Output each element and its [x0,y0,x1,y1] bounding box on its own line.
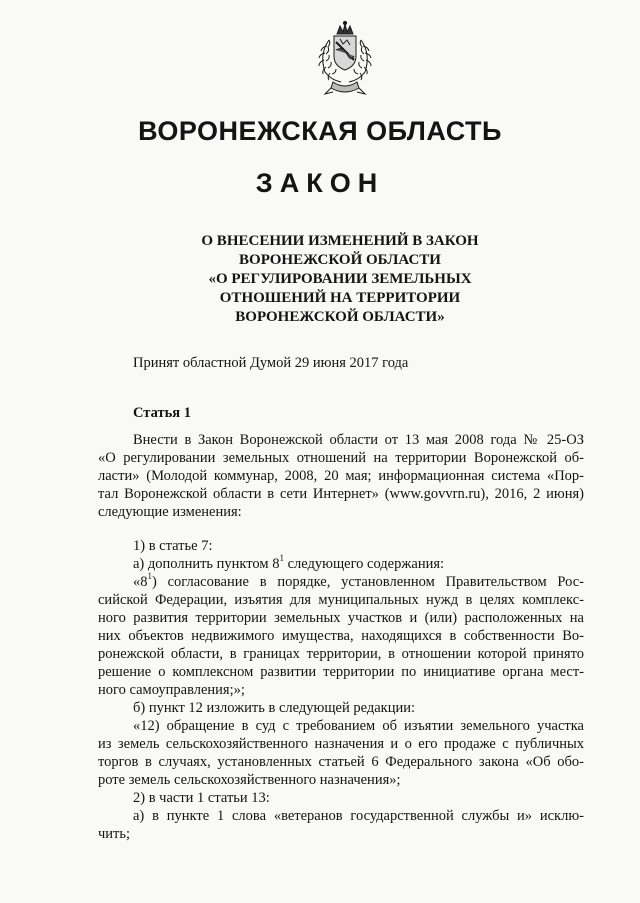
adoption-date: Принят областной Думой 29 июня 2017 года [133,355,409,371]
title-line: ОТНОШЕНИЙ НА ТЕРРИТОРИИ [219,290,461,306]
quote-1-first-line [133,573,584,591]
article-heading: Статья 1 [133,405,191,421]
paragraph-line: а) в пункте 1 слова «ветеранов государственной службы и» исклю- [133,808,584,824]
paragraph-line: ного самоуправления;»; [98,682,245,698]
quote-1-start-end: ) согласование в порядке, установленном Правительством Рос- [152,574,584,590]
title-line: ВОРОНЕЖСКОЙ ОБЛАСТИ [239,252,441,268]
title-line: О ВНЕСЕНИИ ИЗМЕНЕНИЙ В ЗАКОН [201,233,479,249]
paragraph-line: торгов в случаях, установленных статьей 6 Федерального закона «Об обо- [98,754,584,770]
item-1: 1) в статье 7: [133,538,213,554]
paragraph-line: роте земель сельскохозяйственного назначения»; [98,772,401,788]
paragraph-line: ного развития территории земельных участков и (или) расположенных на [98,610,584,626]
paragraph-line: ронежской области, в границах территории, в отношении которой принято [98,646,584,662]
item-1b: б) пункт 12 изложить в следующей редакции: [133,700,415,716]
paragraph-line: следующие изменения: [98,504,242,520]
paragraph-line: решение о комплексном развитии территории по инициативе органа мест- [98,664,584,680]
item-1a [133,555,444,573]
quote-1-start: «8 [133,574,148,590]
item-2: 2) в части 1 статьи 13: [133,790,270,806]
paragraph-line: тал Воронежской области в сети Интернет» (www.govvrn.ru), 2016, 2 июня) [98,486,584,502]
superscript: 1 [279,553,284,564]
title-line: ВОРОНЕЖСКОЙ ОБЛАСТИ» [235,309,445,325]
paragraph-line: Внести в Закон Воронежской области от 13 мая 2008 года № 25-ОЗ [133,432,584,448]
paragraph-line: «О регулировании земельных отношений на территории Воронежской об- [98,450,584,466]
item-1a-text: а) дополнить пунктом 8 [133,556,280,572]
paragraph-line: чить; [98,826,131,842]
paragraph-line: ласти» (Молодой коммунар, 2008, 20 мая; информационная система «Пор- [98,468,584,484]
item-1a-text-end: следующего содержания: [283,556,445,572]
region-name: ВОРОНЕЖСКАЯ ОБЛАСТЬ [138,116,502,146]
superscript: 1 [147,571,152,582]
title-line: «О РЕГУЛИРОВАНИИ ЗЕМЕЛЬНЫХ [208,271,472,287]
paragraph-line: сийской Федерации, изъятия для муниципальных нужд в целях комплекс- [98,592,584,608]
law-title [120,232,560,327]
paragraph-line: «12) обращение в суд с требованием об изъятии земельного участка [133,718,584,734]
paragraph-line: из земель сельскохозяйственного назначения и о его продаже с публичных [98,736,584,752]
paragraph-line: них объектов недвижимого имущества, находящихся в собственности Во- [98,628,584,644]
coat-of-arms-emblem [307,20,383,108]
document-type: ЗАКОН [255,168,385,198]
